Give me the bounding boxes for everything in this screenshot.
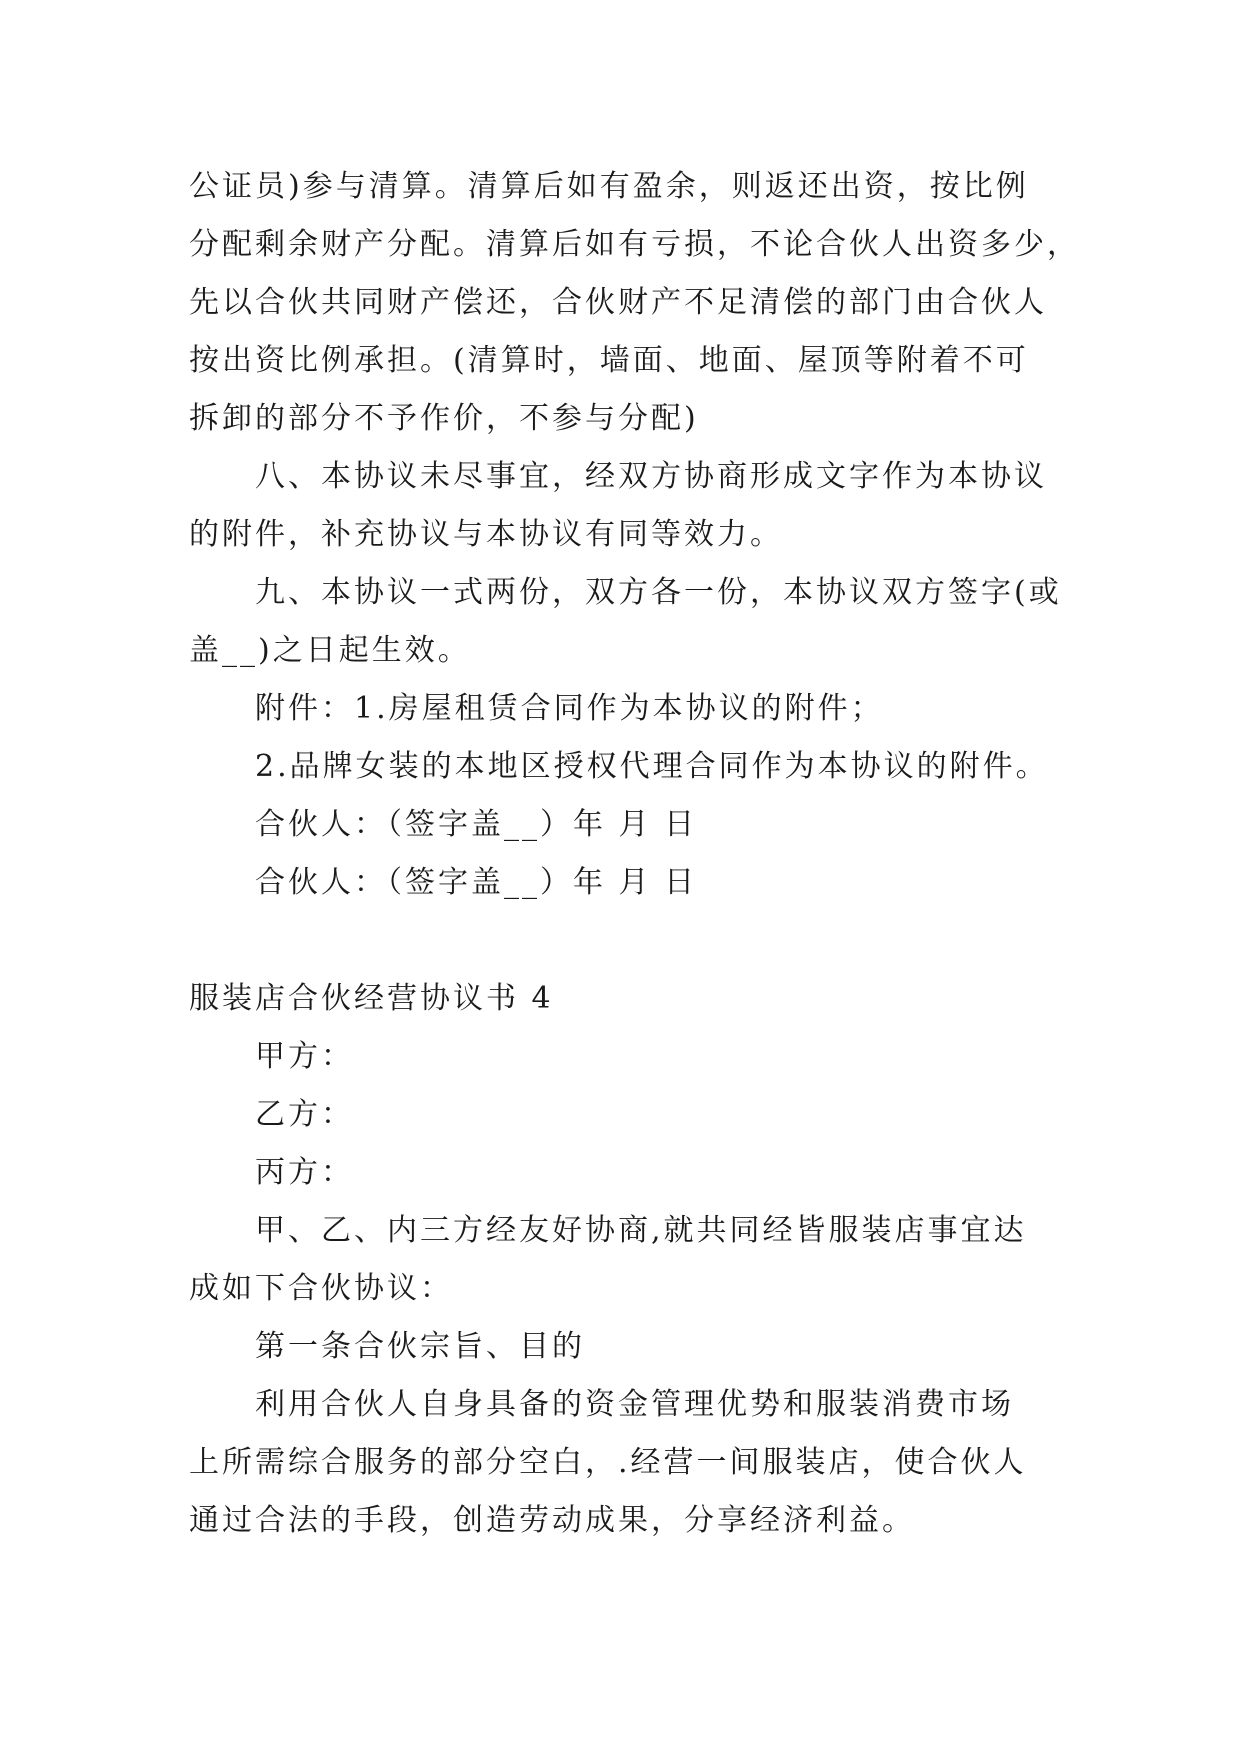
paragraph-line: 先以合伙共同财产偿还，合伙财产不足清偿的部门由合伙人	[189, 285, 1047, 320]
article-1-line: 通过合法的手段，创造劳动成果，分享经济利益。	[189, 1503, 915, 1538]
intro-line: 成如下合伙协议：	[189, 1271, 453, 1306]
clause-8-line: 的附件，补充协议与本协议有同等效力。	[189, 517, 783, 552]
party-b-label: 乙方：	[255, 1097, 354, 1132]
section-title: 服装店合伙经营协议书 4	[189, 981, 554, 1016]
article-1-line: 利用合伙人自身具备的资金管理优势和服装消费市场	[255, 1387, 1014, 1422]
signature-line-1: 合伙人：（签字盖__）年 月 日	[255, 807, 698, 842]
signature-line-2: 合伙人：（签字盖__）年 月 日	[255, 865, 698, 900]
party-a-label: 甲方：	[255, 1039, 354, 1074]
article-1-title: 第一条合伙宗旨、目的	[255, 1329, 585, 1364]
clause-9-line: 盖__)之日起生效。	[189, 633, 471, 668]
clause-9-line: 九、本协议一式两份，双方各一份，本协议双方签字(或	[255, 575, 1062, 610]
intro-line: 甲、乙、内三方经友好协商,就共同经皆服装店事宜达	[255, 1213, 1027, 1248]
attachment-2: 2.品牌女装的本地区授权代理合同作为本协议的附件。	[255, 749, 1049, 784]
paragraph-line: 按出资比例承担。(清算时，墙面、地面、屋顶等附着不可	[189, 343, 1029, 378]
paragraph-line: 拆卸的部分不予作价，不参与分配)	[189, 401, 699, 436]
paragraph-line: 分配剩余财产分配。清算后如有亏损，不论合伙人出资多少，	[189, 227, 1080, 262]
party-c-label: 丙方：	[255, 1155, 354, 1190]
article-1-line: 上所需综合服务的部分空白，.经营一间服装店，使合伙人	[189, 1445, 1027, 1480]
paragraph-line: 公证员)参与清算。清算后如有盈余，则返还出资，按比例	[189, 169, 1029, 204]
clause-8-line: 八、本协议未尽事宜，经双方协商形成文字作为本协议	[255, 459, 1047, 494]
document-body	[189, 158, 1080, 1550]
attachment-1: 附件：1.房屋租赁合同作为本协议的附件；	[255, 691, 884, 726]
